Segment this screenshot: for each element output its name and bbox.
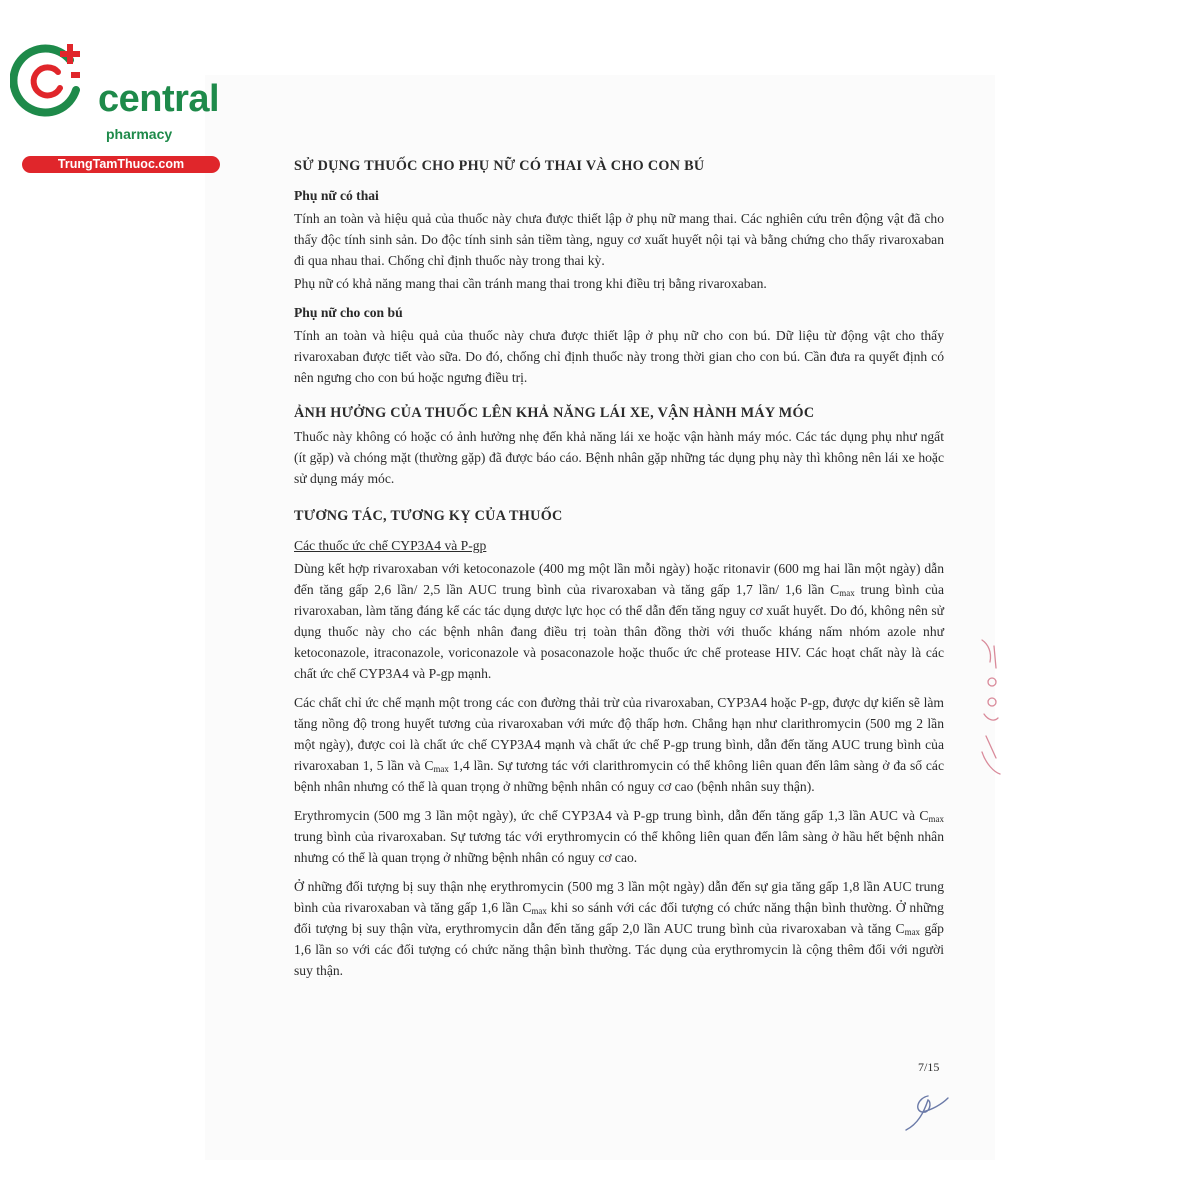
subheading-breastfeeding: Phụ nữ cho con bú [294,305,403,320]
margin-stamp-icon [974,632,1004,782]
page-number: 7/15 [918,1060,940,1074]
paragraph: Ở những đối tượng bị suy thận nhẹ erythromycin (500 mg 3 lần một ngày) dẫn đến sự gia tăng gấp 1,8 lần AUC trung bình của rivaroxaban và tăng gấp 1,6 lần $C_{max}$ khi so sánh với các đối tượng có chức năng thận bình thường. Ở những đối tượng bị suy thận vừa, erythromycin dẫn đến tăng gấp 2,0 lần AUC trung bình của rivaroxaban và tăng $C_{max}$ gấp 1,6 lần so với các đối tượng có chức năng thận bình thường. Tác dụng của erythromycin là cộng thêm đối với người suy thận. [294,879,944,978]
logo-brand: central [98,78,220,120]
logo-mark-icon [10,38,94,118]
signature-icon [898,1090,954,1134]
paragraph: Tính an toàn và hiệu quả của thuốc này chưa được thiết lập ở phụ nữ cho con bú. Dữ liệu từ động vật cho thấy rivaroxaban được tiết vào sữa. Do đó, chống chỉ định thuốc này trong thời gian cho con bú. Cần đưa ra quyết định có nên ngưng cho con bú hoặc ngưng điều trị. [294,328,944,385]
paragraph: Tính an toàn và hiệu quả của thuốc này chưa được thiết lập ở phụ nữ mang thai. Các nghiên cứu trên động vật đã cho thấy độc tính sinh sản. Do độc tính sinh sản tiềm tàng, nguy cơ xuất huyết nội tại và bằng chứng cho thấy rivaroxaban đi qua nhau thai. Chống chỉ định thuốc này trong thai kỳ. [294,211,944,268]
section-title-interactions: TƯƠNG TÁC, TƯƠNG KỴ CỦA THUỐC [294,508,563,524]
subheading-pregnant-women: Phụ nữ có thai [294,188,379,203]
logo-subtitle: pharmacy [106,126,173,142]
section-title-pregnancy: SỬ DỤNG THUỐC CHO PHỤ NỮ CÓ THAI VÀ CHO CON BÚ [294,158,705,174]
paragraph: Erythromycin (500 mg 3 lần một ngày), ức chế CYP3A4 và P-gp trung bình, dẫn đến tăng gấp 1,3 lần AUC và $C_{max}$ trung bình của rivaroxaban. Sự tương tác với erythromycin có thể không liên quan đến lâm sàng ở hầu hết bệnh nhân nhưng có thể là quan trọng ở những bệnh nhân có nguy cơ cao. [294,808,944,865]
paragraph: Phụ nữ có khả năng mang thai cần tránh mang thai trong khi điều trị bằng rivaroxaban. [294,276,767,291]
document-body [294,155,944,981]
paragraph: Dùng kết hợp rivaroxaban với ketoconazole (400 mg một lần mỗi ngày) hoặc ritonavir (600 mg hai lần một ngày) dẫn đến tăng gấp 2,6 lần/ 2,5 lần AUC trung bình của rivaroxaban và tăng gấp 1,7 lần/ 1,6 lần $C_{max}$ trung bình của rivaroxaban, làm tăng đáng kể các tác dụng dược lực học có thể dẫn đến tăng nguy cơ xuất huyết. Do đó, không nên sử dụng thuốc này cho các bệnh nhân đang điều trị toàn thân đồng thời với thuốc kháng nấm nhóm azole như ketoconazole, itraconazole, voriconazole và posaconazole hoặc thuốc ức chế protease HIV. Các hoạt chất này là các chất ức chế CYP3A4 và P-gp mạnh. [294,561,945,681]
central-pharmacy-logo[interactable] [10,38,220,171]
paragraph: Thuốc này không có hoặc có ảnh hưởng nhẹ đến khả năng lái xe hoặc vận hành máy móc. Các tác dụng phụ như ngất (ít gặp) và chóng mặt (thường gặp) đã được báo cáo. Bệnh nhân gặp những tác dụng phụ này thì không nên lái xe hoặc sử dụng máy móc. [294,429,944,486]
subheading-cyp3a4-pgp: Các thuốc ức chế CYP3A4 và P-gp [294,538,487,553]
logo-url-banner: TrungTamThuoc.com [22,156,220,173]
section-title-driving: ẢNH HƯỞNG CỦA THUỐC LÊN KHẢ NĂNG LÁI XE, VẬN HÀNH MÁY MÓC [294,405,815,421]
paragraph: Các chất chỉ ức chế mạnh một trong các con đường thải trừ của rivaroxaban, CYP3A4 hoặc P-gp, được dự kiến sẽ làm tăng nồng độ trong huyết tương của rivaroxaban với mức độ thấp hơn. Chẳng hạn như clarithromycin (500 mg 2 lần một ngày), được coi là chất ức chế CYP3A4 mạnh và chất ức chế P-gp trung bình, dẫn đến tăng AUC trung bình của rivaroxaban 1, 5 lần và $C_{max}$ 1,4 lần. Sự tương tác với clarithromycin có thể không liên quan đến lâm sàng ở đa số các bệnh nhân nhưng có thể là quan trọng ở những bệnh nhân có nguy cơ cao (bệnh nhân suy thận). [294,695,944,794]
